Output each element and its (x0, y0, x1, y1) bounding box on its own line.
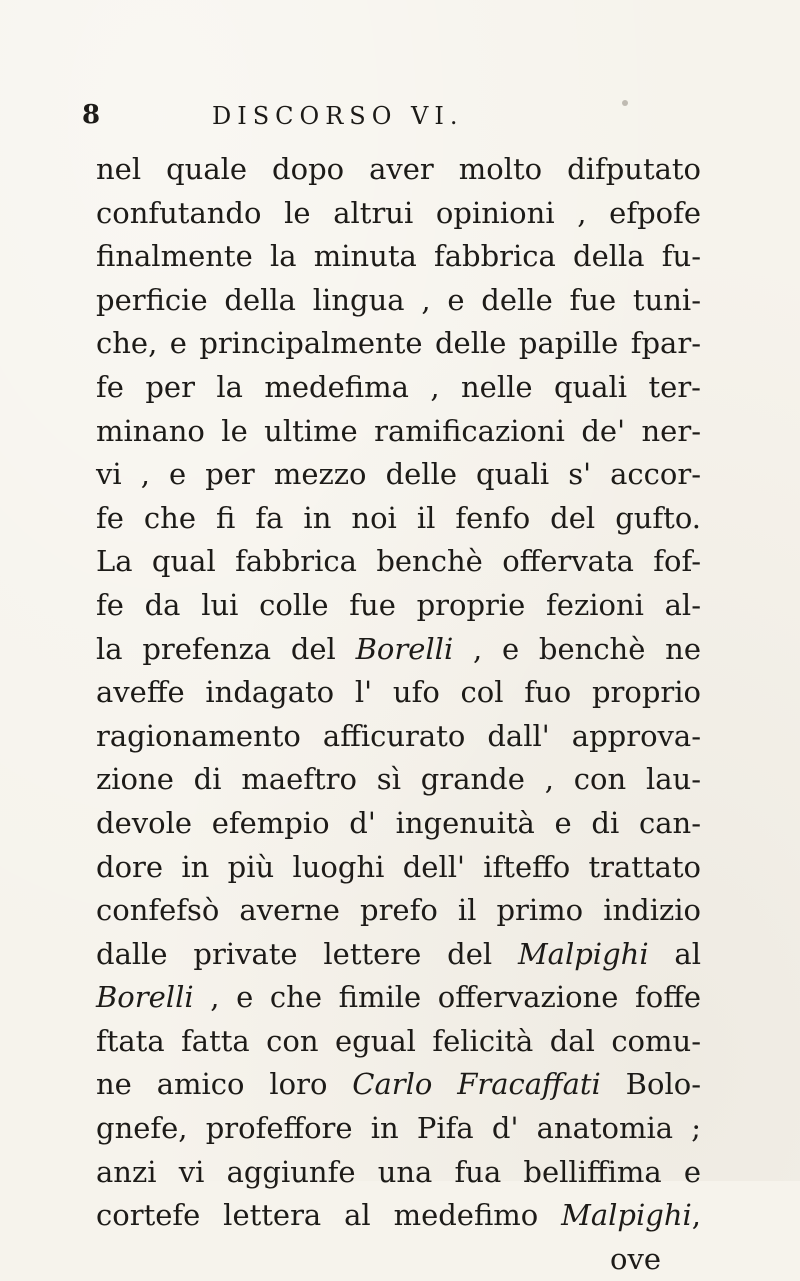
italic-name: Borelli (96, 980, 194, 1015)
text-line: minano le ultime ramificazioni de' ner- (96, 413, 701, 448)
text-line: finalmente la minuta fabbrica della fu- (96, 239, 701, 274)
text-line: gnefe, profeffore in Pifa d' anatomia ; (96, 1111, 701, 1146)
text-line: cortefe lettera al medefimo Malpighi, (96, 1198, 701, 1233)
text-line: dore in più luoghi dell' ifteffo trattato (96, 849, 701, 884)
running-head: DISCORSO VI. (212, 102, 464, 130)
text-line: aveffe indagato l' ufo col fuo proprio (96, 675, 701, 710)
paper-speck (622, 100, 628, 106)
text-line: anzi vi aggiunfe una fua belliffima e (96, 1154, 701, 1189)
text-line: ftata fatta con egual felicità dal comu- (96, 1023, 701, 1058)
page-header (82, 100, 702, 140)
body-text (96, 148, 701, 1281)
text-line: confutando le altrui opinioni , efpofe (96, 195, 701, 230)
text-line: nel quale dopo aver molto difputato (96, 152, 701, 186)
text-line: ragionamento afficurato dall' approva- (96, 718, 701, 753)
text-line: ne amico loro Carlo Fracaffati Bolo- (96, 1067, 701, 1102)
catchword: ove (609, 1241, 661, 1276)
page-number: 8 (82, 100, 101, 130)
text-line: fe per la medefima , nelle quali ter- (96, 369, 701, 404)
text-line: perficie della lingua , e delle fue tuni- (96, 282, 701, 317)
italic-name: Malpighi (517, 936, 649, 971)
italic-name: Malpighi (561, 1198, 692, 1233)
italic-name: Borelli (355, 631, 454, 666)
text-line: che, e principalmente delle papille fpar- (96, 326, 701, 361)
text-line: dalle private lettere del Malpighi al (96, 936, 701, 971)
text-line: devole efempio d' ingenuità e di can- (96, 805, 701, 840)
text-line: fe che fi fa in noi il fenfo del gufto. (96, 500, 701, 535)
text-line: La qual fabbrica benchè offervata fof- (96, 544, 701, 579)
text-line: fe da lui colle fue proprie fezioni al- (96, 587, 701, 622)
text-line: Borelli , e che fimile offervazione foffe (96, 980, 701, 1015)
text-line: confefsò averne prefo il primo indizio (96, 893, 701, 928)
italic-name: Carlo Fracaffati (352, 1067, 601, 1102)
text-line: vi , e per mezzo delle quali s' accor- (96, 457, 701, 492)
text-line: la prefenza del Borelli , e benchè ne (96, 631, 702, 666)
text-line: zione di maeftro sì grande , con lau- (96, 762, 701, 797)
